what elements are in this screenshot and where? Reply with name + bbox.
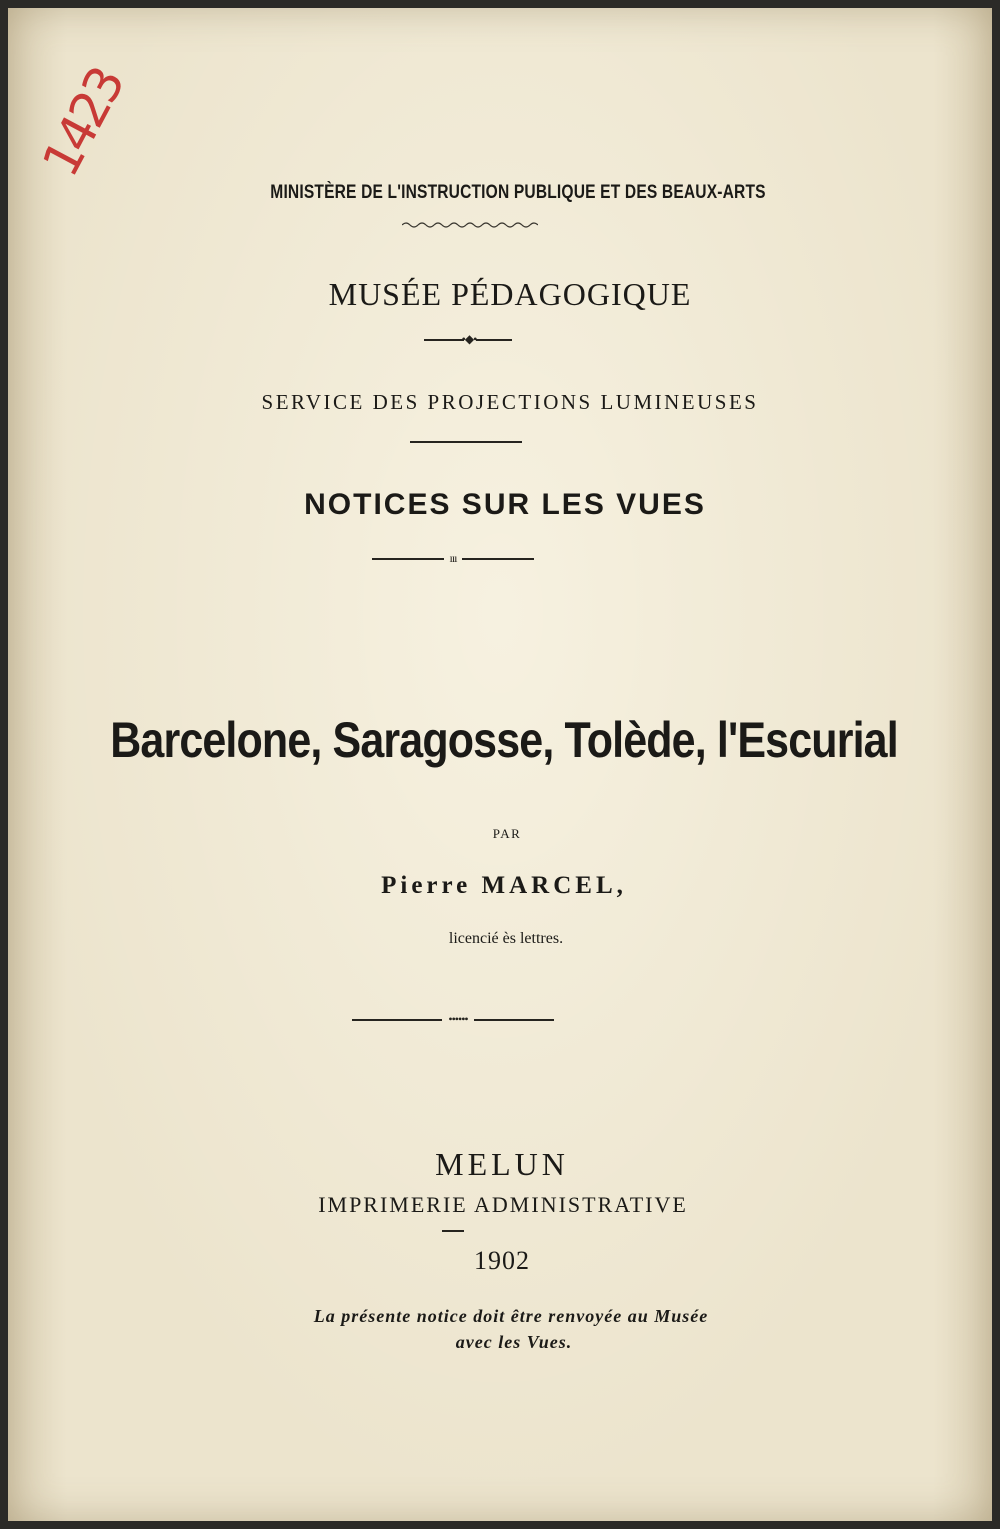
imprint-printer: IMPRIMERIE ADMINISTRATIVE — [318, 1192, 688, 1217]
imprint-city: MELUN — [435, 1146, 569, 1182]
divider-rule — [410, 441, 522, 443]
ministry-heading: MINISTÈRE DE L'INSTRUCTION PUBLIQUE ET DES BEAUX-ARTS — [270, 182, 766, 203]
by-label: PAR — [492, 826, 522, 841]
service-heading: SERVICE DES PROJECTIONS LUMINEUSES — [261, 390, 759, 414]
return-notice-line-2: avec les Vues. — [455, 1332, 573, 1352]
author-degree: licencié ès lettres. — [448, 930, 564, 947]
short-rule — [442, 1230, 464, 1232]
author-name: Pierre MARCEL, — [381, 872, 627, 899]
museum-heading: MUSÉE PÉDAGOGIQUE — [328, 276, 692, 312]
wavy-rule — [402, 220, 538, 230]
section-heading: NOTICES SUR LES VUES — [304, 488, 706, 521]
document-page: 1423 MINISTÈRE DE L'INSTRUCTION PUBLIQUE ET DES BEAUX-ARTS MUSÉE PÉDAGOGIQUE •◆• SERVICE DES PROJECTIONS LUMINEUSES NOTICES SUR LES VUES ııı Barcelone, Saragosse, Tolède, l'Escurial PAR Pierre MARCEL, licencié ès lettres. •••••• MELUN IMPRIMERIE ADMINISTRATIVE 1902 La présente notice doit être renvoyée au Musée avec les Vues. — [8, 8, 992, 1521]
handwritten-number: 1423 — [31, 60, 135, 186]
document-title: Barcelone, Saragosse, Tolède, l'Escurial — [110, 712, 898, 768]
return-notice-line-1: La présente notice doit être renvoyée au Musée — [313, 1306, 709, 1326]
imprint-year: 1902 — [474, 1246, 530, 1275]
